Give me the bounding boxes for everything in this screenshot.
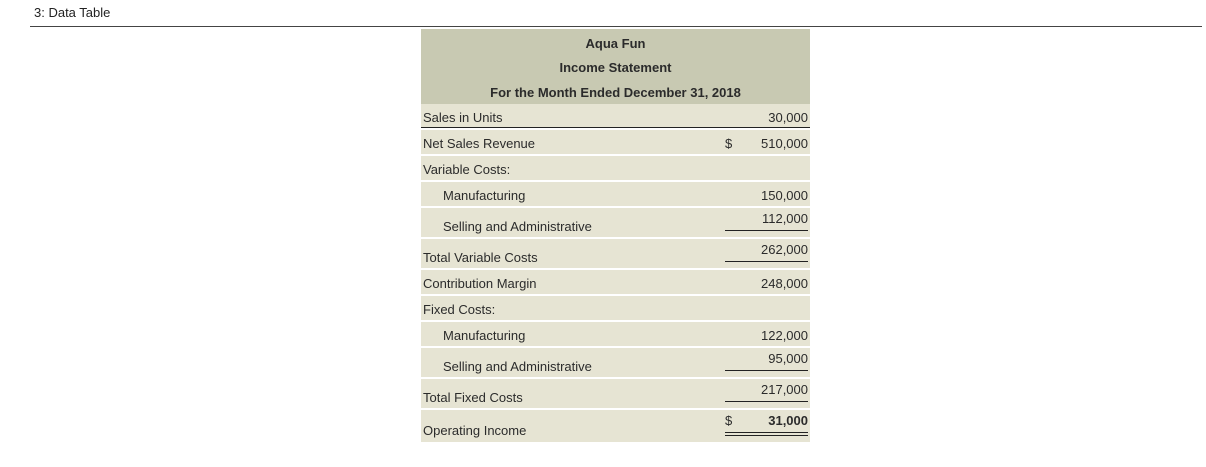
row-label: Manufacturing	[443, 328, 526, 343]
report-period: For the Month Ended December 31, 2018	[490, 85, 741, 100]
row-amount: 30,000	[768, 110, 808, 125]
row-amount: 122,000	[761, 328, 808, 343]
row-label: Manufacturing	[443, 188, 526, 203]
row-amount: 31,000	[768, 413, 808, 428]
row-label: Net Sales Revenue	[423, 136, 536, 151]
table-row	[421, 268, 810, 294]
row-label: Total Fixed Costs	[423, 390, 523, 405]
row-amount: 510,000	[761, 136, 808, 151]
row-amount: 112,000	[761, 211, 808, 226]
row-amount: 95,000	[768, 351, 808, 366]
table-row	[421, 237, 810, 268]
row-amount: 262,000	[761, 242, 808, 257]
window-title: 3: Data Table	[34, 5, 111, 20]
statement-header	[421, 29, 810, 104]
subtotal-underline	[725, 230, 808, 231]
table-row	[421, 377, 810, 408]
table-row	[421, 128, 810, 154]
row-amount: 150,000	[761, 188, 808, 203]
income-statement-table	[421, 29, 810, 442]
row-label: Operating Income	[423, 423, 527, 438]
title-divider	[30, 26, 1202, 27]
row-label: Selling and Administrative	[443, 359, 592, 374]
row-amount: 248,000	[761, 276, 808, 291]
currency-symbol: $	[725, 136, 733, 151]
table-row	[421, 346, 810, 377]
row-label: Total Variable Costs	[423, 250, 538, 265]
subtotal-underline	[725, 401, 808, 402]
table-row	[421, 206, 810, 237]
row-label: Variable Costs:	[423, 162, 511, 177]
table-row	[421, 408, 810, 442]
table-row	[421, 154, 810, 180]
row-label: Selling and Administrative	[443, 219, 592, 234]
report-title: Income Statement	[559, 60, 672, 75]
row-label: Sales in Units	[423, 110, 503, 125]
row-label: Fixed Costs:	[423, 302, 496, 317]
total-double-underline	[725, 432, 808, 436]
table-row	[421, 180, 810, 206]
subtotal-underline	[725, 261, 808, 262]
currency-symbol: $	[725, 413, 733, 428]
table-row	[421, 294, 810, 320]
subtotal-underline	[725, 370, 808, 371]
table-row	[421, 104, 810, 128]
company-name: Aqua Fun	[585, 36, 646, 51]
row-amount: 217,000	[761, 382, 808, 397]
row-label: Contribution Margin	[423, 276, 537, 291]
table-row	[421, 320, 810, 346]
